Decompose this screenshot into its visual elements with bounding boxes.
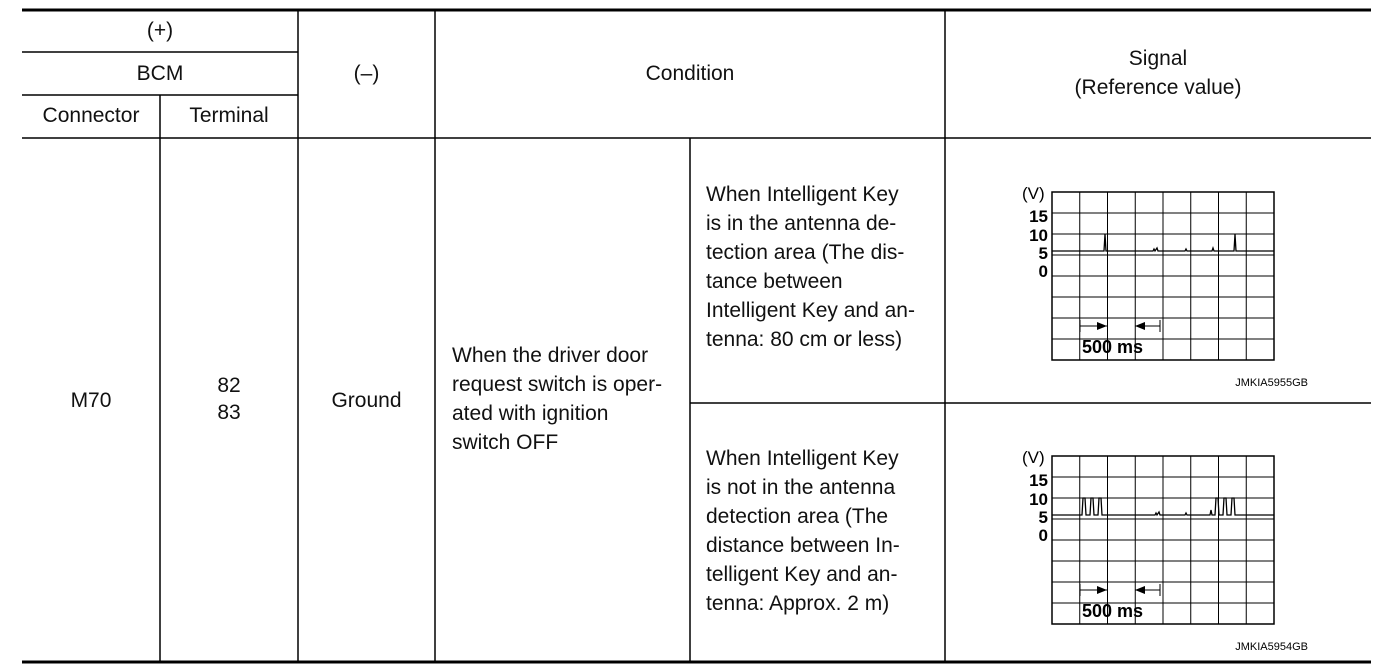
y-tick: 5 bbox=[1038, 508, 1048, 527]
header-condition: Condition bbox=[645, 62, 735, 85]
waveform-unit: (V) bbox=[1022, 184, 1045, 203]
y-tick: 0 bbox=[1038, 526, 1048, 545]
header-minus: (–) bbox=[353, 62, 380, 85]
waveform-figure-far bbox=[1010, 444, 1320, 669]
header-bcm: BCM bbox=[136, 62, 184, 85]
time-scale-label: 500 ms bbox=[1082, 337, 1144, 357]
header-plus: (+) bbox=[146, 19, 174, 42]
main-condition: When the driver door request switch is oper- ated with ignition switch OFF bbox=[452, 344, 663, 454]
ground-value: Ground bbox=[331, 389, 402, 412]
figure-id: JMKIA5955GB bbox=[1235, 377, 1308, 389]
waveform-figure-near bbox=[1010, 180, 1320, 405]
header-signal: Signal (Reference value) bbox=[1074, 47, 1242, 99]
connector-value: M70 bbox=[70, 389, 112, 412]
y-tick: 10 bbox=[1029, 490, 1048, 509]
header-terminal: Terminal bbox=[189, 104, 269, 127]
y-tick: 15 bbox=[1029, 471, 1048, 490]
y-tick: 15 bbox=[1029, 207, 1048, 226]
sub-condition-far: When Intelligent Key is not in the antenna detection area (The distance between In- telligent Key and an- tenna: Approx. 2 m) bbox=[706, 447, 900, 615]
time-scale-label: 500 ms bbox=[1082, 601, 1144, 621]
y-tick: 0 bbox=[1038, 262, 1048, 281]
figure-id: JMKIA5954GB bbox=[1235, 641, 1308, 653]
header-connector: Connector bbox=[42, 104, 140, 127]
sub-condition-near: When Intelligent Key is in the antenna de- tection area (The dis- tance between Intelligent Key and an- tenna: 80 cm or less) bbox=[706, 183, 915, 351]
y-tick: 10 bbox=[1029, 226, 1048, 245]
waveform-unit: (V) bbox=[1022, 448, 1045, 467]
y-tick: 5 bbox=[1038, 244, 1048, 263]
terminal-value: 82 83 bbox=[217, 374, 241, 424]
